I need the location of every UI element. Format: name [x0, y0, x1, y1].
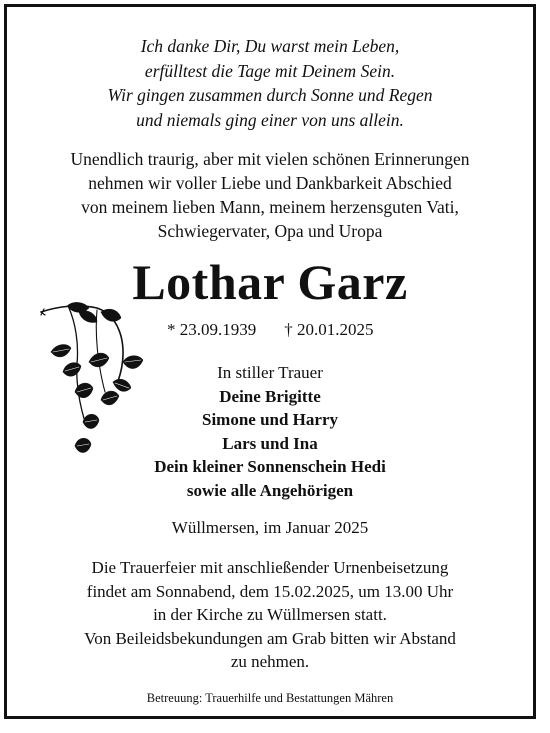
intro-line: von meinem lieben Mann, meinem herzensguten Vati, — [81, 197, 459, 217]
intro-line: Unendlich traurig, aber mit vielen schönen Erinnerungen — [70, 149, 470, 169]
poem-line: erfülltest die Tage mit Deinem Sein. — [144, 60, 396, 81]
poem-line: Wir gingen zusammen durch Sonne und Regen — [107, 85, 433, 105]
obituary-frame — [4, 4, 536, 719]
mourner: Simone und Harry — [201, 410, 339, 429]
intro-line: Schwiegervater, Opa und Uropa — [157, 221, 383, 241]
place-date: Wüllmersen, im Januar 2025 — [171, 518, 369, 537]
funeral-info — [7, 556, 533, 674]
funeral-line: Die Trauerfeier mit anschließender Urnenbeisetzung — [91, 558, 449, 577]
intro-text — [7, 147, 533, 243]
funeral-line: in der Kirche zu Wüllmersen statt. — [153, 605, 387, 624]
funeral-line: Von Beileidsbekundungen am Grab bitten wir Abstand — [84, 628, 456, 648]
poem-line: Ich danke Dir, Du warst mein Leben, — [140, 36, 400, 56]
birth-date: * 23.09.1939 — [167, 320, 257, 339]
death-date: † 20.01.2025 — [284, 320, 374, 339]
poem-line: und niemals ging einer von uns allein. — [136, 109, 404, 130]
funeral-line: findet am Sonnabend, dem 15.02.2025, um 13.00 Uhr — [86, 581, 454, 601]
life-dates — [167, 320, 374, 340]
funeral-home-credit: Betreuung: Trauerhilfe und Bestattungen Mähren — [146, 691, 394, 705]
mourning-heading: In stiller Trauer — [217, 363, 323, 382]
mourner: Deine Brigitte — [219, 386, 321, 406]
deceased-name: Lothar Garz — [132, 254, 408, 310]
mourner: Lars und Ina — [222, 433, 318, 453]
intro-line: nehmen wir voller Liebe und Dankbarkeit Abschied — [88, 173, 452, 193]
funeral-line: zu nehmen. — [230, 652, 310, 671]
mourning-block — [7, 361, 533, 502]
mourner: Dein kleiner Sonnenschein Hedi — [154, 457, 386, 476]
poem — [7, 34, 533, 132]
mourner: sowie alle Angehörigen — [186, 480, 354, 500]
